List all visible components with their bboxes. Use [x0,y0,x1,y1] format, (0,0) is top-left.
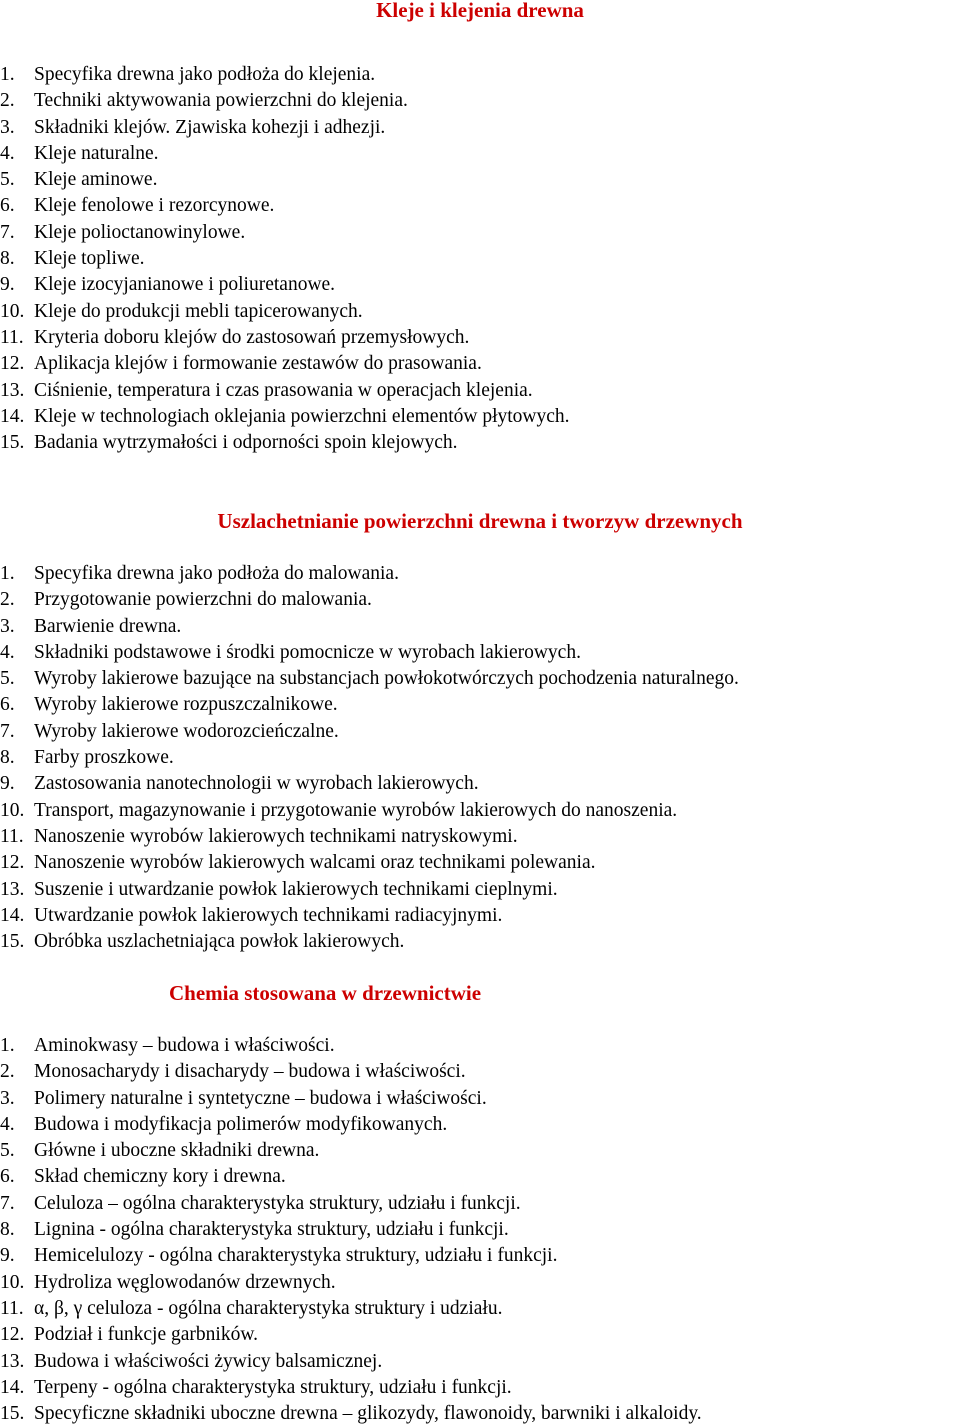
section-title-uszlachetnianie: Uszlachetnianie powierzchni drewna i tworzyw drzewnych [217,509,743,533]
section-title-kleje: Kleje i klejenia drewna [376,0,584,22]
section-title-chemia: Chemia stosowana w drzewnictwie [169,981,482,1005]
document-page: Kleje i klejenia drewna 1. Specyfika drewna jako podłoża do klejenia. 2. Techniki aktywowania powierzchni do klejenia. 3. Składniki klejów. Zjawiska kohezji i adhezji. 4. Kleje naturalne. 5. Kleje aminowe. 6. Kleje fenolowe i rezorcynowe. 7. Kleje polioctanowinylowe. 8. Kleje topliwe. 9. Kleje izocyjanianowe i poliuretanowe. 10. Kleje do produkcji mebli tapicerowanych. 11. Kryteria doboru klejów do zastosowań przemysłowych. 12. Aplikacja klejów i formowanie zestawów do prasowania. 13. Ciśnienie, temperatura i czas prasowania w operacjach klejenia. 14. Kleje w technologiach oklejania powierzchni elementów płytowych. 15. Badania wytrzymałości i odporności spoin klejowych. Uszlachetnianie powierzchni drewna i tworzyw drzewnych 1. Specyfika drewna jako podłoża do malowania. 2. Przygotowanie powierzchni do malowania. 3. Barwienie drewna. 4. Składniki podstawowe i środki pomocnicze w wyrobach lakierowych. 5. Wyroby lakierowe bazujące na substancjach powłokotwórczych pochodzenia naturalnego. 6. Wyroby lakierowe rozpuszczalnikowe. 7. Wyroby lakierowe wodorozcieńczalne. 8. Farby proszkowe. 9. Zastosowania nanotechnologii w wyrobach lakierowych. 10. Transport, magazynowanie i przygotowanie wyrobów lakierowych do nanoszenia. 11. Nanoszenie wyrobów lakierowych technikami natryskowymi. 12. Nanoszenie wyrobów lakierowych walcami oraz technikami polewania. 13. Suszenie i utwardzanie powłok lakierowych technikami cieplnymi. 14. Utwardzanie powłok lakierowych technikami radiacyjnymi. 15. Obróbka uszlachetniająca powłok lakierowych. Chemia stosowana w drzewnictwie 1. Aminokwasy – budowa i właściwości. 2. Monosacharydy i disacharydy – budowa i właściwości. 3. Polimery naturalne i syntetyczne – budowa i właściwości. 4. Budowa i modyfikacja polimerów modyfikowanych. 5. Główne i uboczne składniki drewna. 6. Skład chemiczny kory i drewna. 7. Celuloza – ogólna charakterystyka struktury, udziału i funkcji. 8. Lignina - ogólna charakterystyka struktury, udziału i funkcji. 9. Hemicelulozy - ogólna charakterystyka struktury, udziału i funkcji. 10. Hydroliza węglowodanów drzewnych. 11. α, β, γ celuloza - ogólna charakterystyka struktury i udziału. 12. Podział i funkcje garbników. 13. Budowa i właściwości żywicy balsamicznej. 14. Terpeny - ogólna charakterystyka struktury, udziału i funkcji. 15. Specyficzne składniki uboczne drewna – glikozydy, flawonoidy, barwniki i alkaloidy. [0,0,960,1428]
